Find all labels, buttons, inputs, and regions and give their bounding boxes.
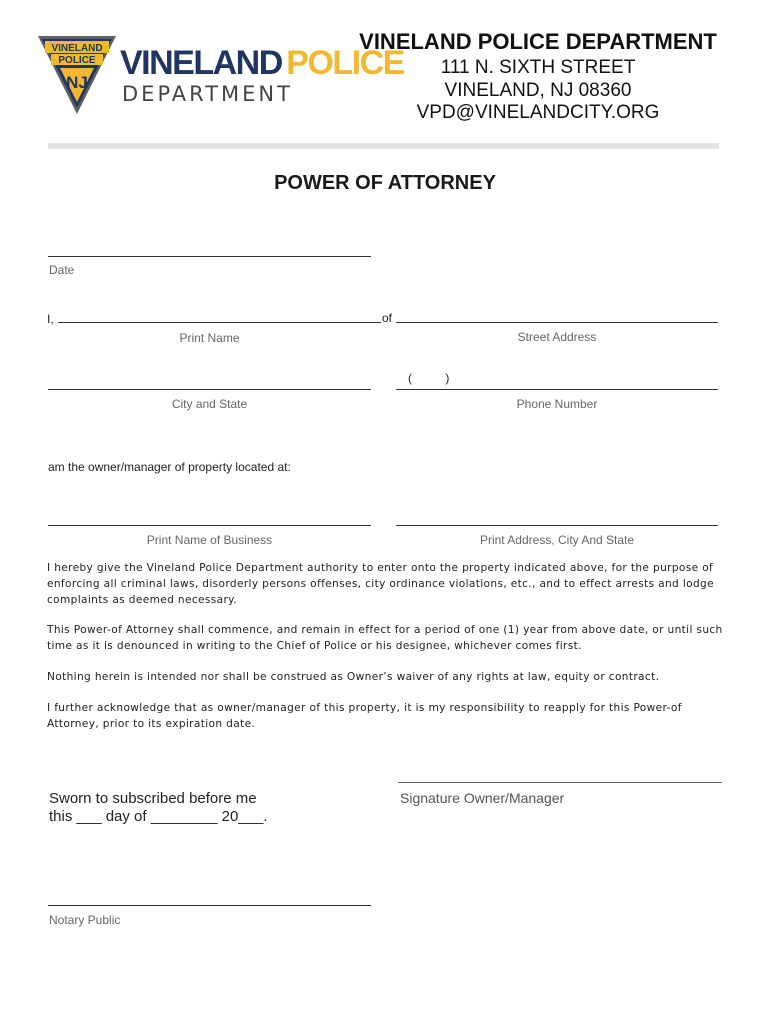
city-state-line[interactable]: [48, 389, 371, 390]
badge-mid-text: POLICE: [58, 55, 96, 66]
print-address-label: Print Address, City And State: [479, 533, 635, 547]
form-title: POWER OF ATTORNEY: [274, 172, 496, 194]
business-name-label: Print Name of Business: [146, 533, 273, 547]
email-address: VPD@VINELANDCITY.ORG: [416, 102, 660, 123]
street-address-label: Street Address: [517, 330, 597, 344]
reapply-paragraph: I further acknowledge that as owner/manager of this property, it is my responsibility to reapply for this Power-of Attorney, prior to its expiration date.: [47, 702, 682, 730]
of-label: of: [382, 311, 393, 325]
notary-label: Notary Public: [49, 913, 121, 927]
street-address-line[interactable]: [396, 322, 718, 323]
owner-statement: am the owner/manager of property located at:: [48, 460, 291, 474]
print-name-label: Print Name: [179, 331, 240, 345]
signature-line[interactable]: [398, 782, 722, 783]
address-line-2: VINELAND, NJ 08360: [444, 80, 632, 101]
badge-top-text: VINELAND: [51, 43, 103, 54]
phone-area-code-paren: ( ): [408, 371, 450, 385]
sworn-line-2: this ___ day of ________ 20___.: [49, 808, 268, 825]
police-badge-icon: [36, 32, 118, 116]
date-label: Date: [49, 263, 75, 277]
sworn-line-1: Sworn to subscribed before me: [49, 790, 257, 807]
address-line-1: 111 N. SIXTH STREET: [440, 57, 636, 78]
print-address-line[interactable]: [396, 525, 718, 526]
print-name-line[interactable]: [58, 322, 381, 323]
signature-label: Signature Owner/Manager: [400, 790, 565, 806]
date-line[interactable]: [48, 256, 371, 257]
city-state-label: City and State: [171, 397, 248, 411]
authority-paragraph: I hereby give the Vineland Police Department authority to enter onto the property indicated above, for the purpose of enforcing all criminal laws, disorderly persons offenses, city ordinance violations, etc., and to effect arrests and lodge complaints as deemed necessary.: [47, 562, 714, 606]
logo-word-department: DEPARTMENT: [122, 82, 293, 106]
i-prefix: I,: [47, 312, 54, 326]
phone-number-line[interactable]: [396, 389, 718, 390]
logo-word-police: POLICE: [286, 44, 404, 82]
department-title: VINELAND POLICE DEPARTMENT: [359, 29, 717, 54]
business-name-line[interactable]: [48, 525, 371, 526]
department-logo: [36, 32, 404, 117]
notary-line[interactable]: [48, 905, 371, 906]
phone-number-label: Phone Number: [516, 397, 598, 411]
header-divider: [48, 143, 719, 149]
duration-paragraph: This Power-of Attorney shall commence, and remain in effect for a period of one (1) year from above date, or until such time as it is denounced in writing to the Chief of Police or his designee, whichever comes first.: [47, 624, 723, 652]
badge-nj-text: NJ: [66, 73, 88, 92]
waiver-paragraph: Nothing herein is intended nor shall be construed as Owner’s waiver of any rights at law, equity or contract.: [47, 671, 660, 683]
logo-word-vineland: VINELAND: [120, 44, 282, 82]
